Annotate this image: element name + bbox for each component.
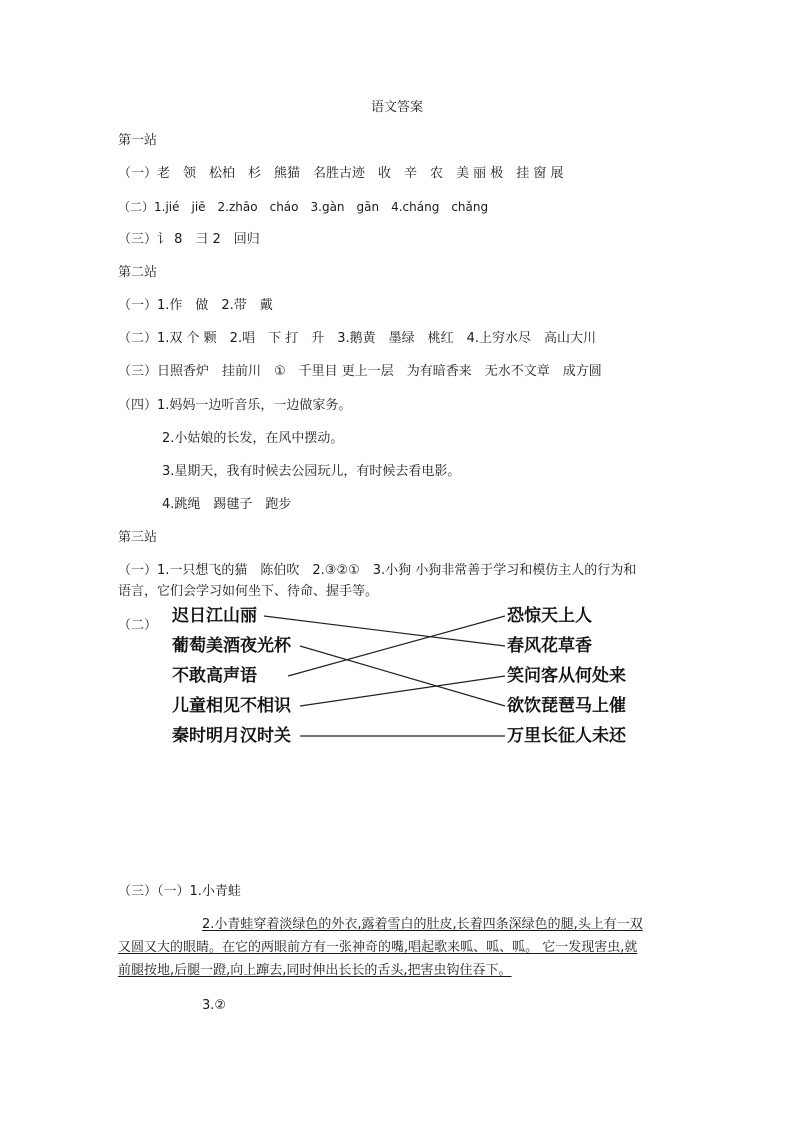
station2-q4-2: 2.小姑娘的长发，在风中摆动。: [162, 431, 344, 446]
right-verse: 春风花草香: [507, 636, 592, 656]
match-line: [300, 646, 505, 706]
station3-q2-label: （二）: [118, 618, 158, 633]
match-line: [264, 616, 505, 646]
match-line: [300, 676, 505, 706]
left-verse: 不敢高声语: [172, 666, 257, 686]
right-verse: 欲饮琵琶马上催: [507, 696, 626, 716]
station3-q3-label: （三）（一）1.小青蛙: [118, 884, 241, 899]
station2-q4-4: 4.跳绳 踢毽子 跑步: [162, 497, 292, 512]
station2-q3: （三）日照香炉 挂前川 ① 千里目 更上一层 为有暗香来 无水不文章 成方圆: [118, 364, 602, 379]
page-title: 语文答案: [370, 100, 423, 115]
station3-q3-2-line3: 前腿按地,后腿一蹬,向上蹿去,同时伸出长长的舌头,把害虫钩住吞下。: [118, 963, 512, 978]
station1-heading: 第一站: [118, 133, 158, 148]
station2-heading: 第二站: [118, 265, 158, 280]
station2-q2: （二）1.双 个 颗 2.唱 下 打 升 3.鹅黄 墨绿 桃红 4.上穷水尽 高山大川: [118, 331, 597, 346]
left-verse: 秦时明月汉时关: [172, 726, 291, 746]
station3-q3-3: 3.②: [202, 998, 227, 1013]
station1-q1: （一）老 领 松柏 杉 熊猫 名胜古迹 收 辛 农 美 丽 极 挂 窗 展: [118, 166, 564, 181]
station3-q1-line2: 语言，它们会学习如何坐下、待命、握手等。: [118, 584, 379, 599]
match-line: [288, 616, 505, 676]
right-verse: 万里长征人未还: [507, 726, 626, 746]
poem-matching-figure: [160, 600, 642, 760]
station2-q1: （一）1.作 做 2.带 戴: [118, 298, 273, 313]
station3-q3-2-line2: 又圆又大的眼睛。在它的两眼前方有一张神奇的嘴,唱起歌来呱、呱、呱。 它一发现害虫,就: [118, 940, 638, 955]
left-verse: 葡萄美酒夜光杯: [172, 636, 291, 656]
station3-heading: 第三站: [118, 530, 158, 545]
station3-q1-line1: （一）1.一只想飞的猫 陈伯吹 2.③②① 3.小狗 小狗非常善于学习和模仿主人的行为和: [118, 563, 637, 578]
right-verse: 笑问客从何处来: [507, 666, 626, 686]
station1-q2: （二）1.jié jiē 2.zhāo cháo 3.gàn gān 4.cháng chǎng: [118, 200, 489, 214]
station2-q4-3: 3.星期天，我有时候去公园玩儿，有时候去看电影。: [162, 464, 461, 479]
station1-q3: （三）讠 8 彐 2 回归: [118, 232, 260, 247]
station3-q3-2-line1: 2.小青蛙穿着淡绿色的外衣,露着雪白的肚皮,长着四条深绿色的腿,头上有一双: [202, 917, 643, 932]
right-verse: 恐惊天上人: [507, 606, 592, 626]
left-verse: 儿童相见不相识: [172, 696, 291, 716]
left-verse: 迟日江山丽: [172, 606, 257, 626]
station2-q4-1: （四）1.妈妈一边听音乐，一边做家务。: [118, 398, 352, 413]
